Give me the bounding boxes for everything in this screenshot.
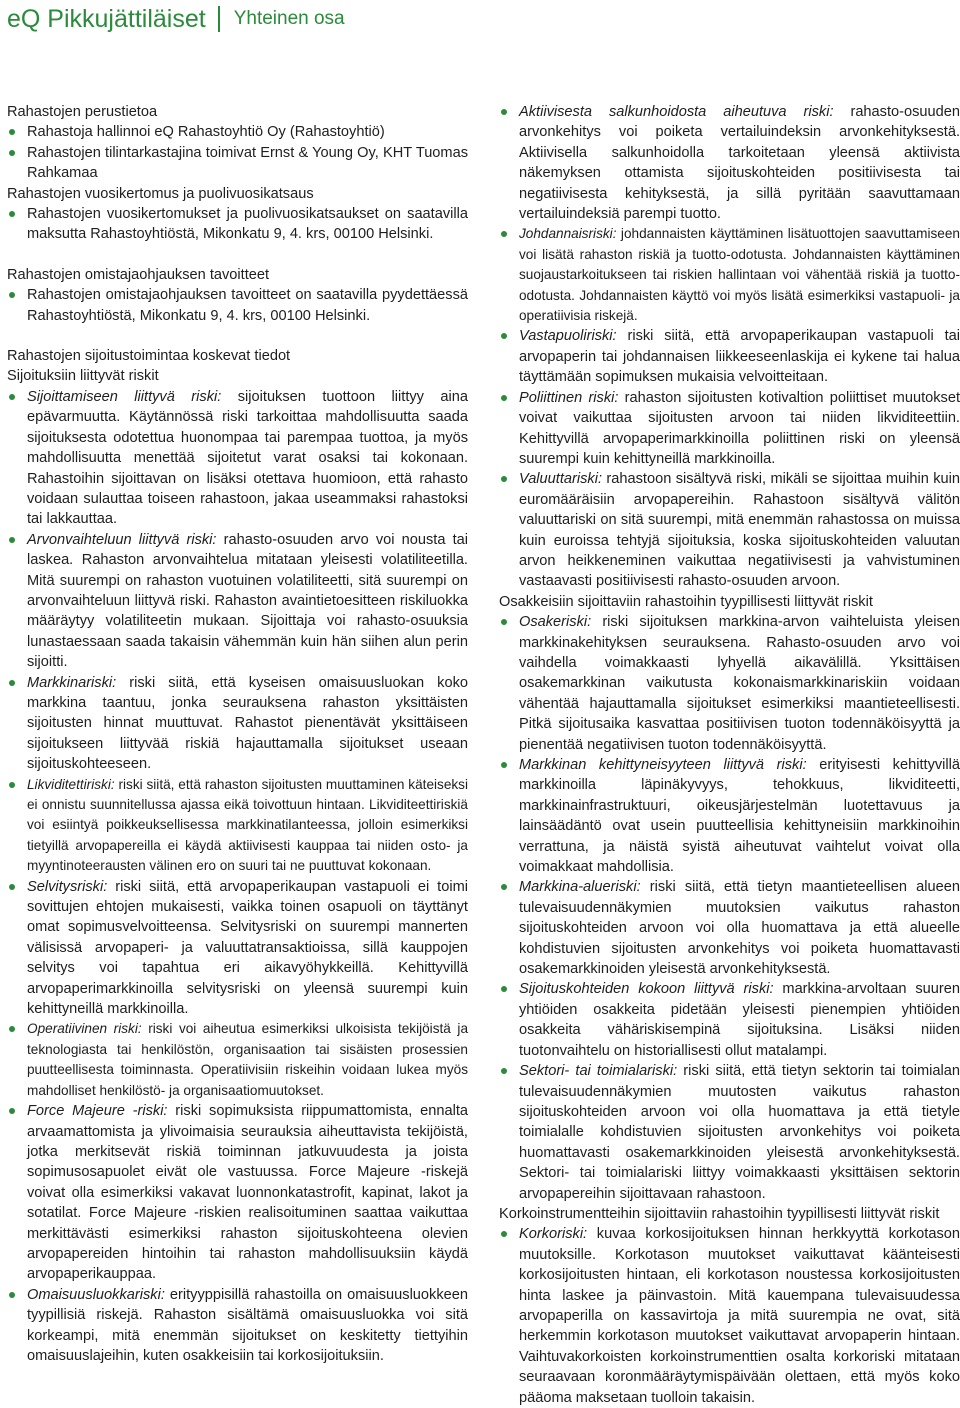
section-title: Osakkeisiin sijoittaviin rahastoihin tyypillisesti liittyvät riskit [499, 593, 873, 610]
list-item [7, 1101, 468, 1285]
risk-text: rahasto-osuuden arvo voi nousta tai laskea. Rahaston arvonvaihtelua mitataan yleisesti volatiliteetilla. Mitä suurempi on rahaston vuotuinen volatiliteetti, sitä suurempi on arvonvaihteluun liittyvä riski. Rahaston avaintietoesitteen riskiluokka määräytyy volatiliteetin mukaan. Sijoittaja voi rahasto-osuuksia lunastaessaan saada takaisin vähemmän kuin hän siihen alun perin sijoitti. [27, 531, 468, 671]
risk-text: erityisesti kehittyvillä markkinoilla läpinäkyvyys, tehokkuus, likviditeetti, markkinainfrastruktuuri, oikeusjärjestelmän luotettavuus ja lainsäädäntö ovat usein puutteellisia kehittyneisiin markkinoihin verrattuna, ja näistä syistä aiheutuvat vaihtelut voivat olla voimakkaat mahdollisia. [519, 757, 960, 876]
section-osake [499, 592, 960, 1204]
right-column [499, 102, 960, 1408]
risk-text: riski siitä, että kyseisen omaisuusluokan koko markkina taantuu, jonka seurauksena rahaston yksittäisten sijoitusten hinnat muuttuvat. Rahastot pienentävät yksittäiseen sijoitukseen liittyvää riskiä hajauttamalla sijoitukset useaan sijoituskohteeseen. [27, 674, 468, 773]
brand-title: eQ Pikkujättiläiset [7, 4, 206, 33]
risk-text: markkina-arvoltaan suuren yhtiöiden osakkeita pidetään yleisesti pienempien yhtiöiden osakkeita vähäriskisempinä sijoituksina. Lisäksi niiden tuotonvaihtelu on historiallisesti ollut matalampi. [519, 981, 960, 1059]
risk-term: Omaisuusluokkariski: [27, 1286, 165, 1303]
risk-text: riski siitä, että arvopaperikaupan vastapuoli tai arvopaperin tai johdannaisen liikkeeseenlaskija ei kykene tai halua täyttämään sopimuksen mukaisia velvoitteitaan. [519, 328, 960, 386]
risk-text: kuvaa korkosijoituksen hinnan herkkyyttä korkotason muutoksille. Korkotason muutokset vaikuttavat käänteisesti korkosijoitusten hintaan, eli korkotason noustessa korkosijoitusten hinta laskee ja päinvastoin. Mitä kauempana tulevaisuudessa arvopaperilla on kassavirtoja ja mitä suurempia ne ovat, sitä herkemmin korkotason muutokset vaikuttavat arvopaperin hintaan. Vaihtuvakorkoisten korkoinstrumenttien osalta korkoriski mitataan seuraavaan koronmääräytymispäivään olettaen, että myös koko pääoma maksetaan tuolloin takaisin. [519, 1226, 960, 1406]
risk-text: riski siitä, että tietyn sektorin tai toimialan tulevaisuudennäkymien muutosten vaikutus rahaston sijoituskohteiden arvoon voi olla huomattava ja että tietyle toimialalle kohdistuvien sijoitusten arvonkehitys voi poiketa huomattavasti osakemarkkinoiden yleisestä arvonkehityksestä. Sektori- tai toimialariski liittyy voimakkaasti yksittäisen sektorin arvopapereihin sijoittavaan rahastoon. [519, 1063, 960, 1202]
list-item: Rahastojen tilintarkastajina toimivat Ernst & Young Oy, KHT Tuomas Rahkamaa [7, 143, 468, 184]
list-item [7, 1285, 468, 1367]
risk-text: riski sijoituksen markkina-arvon vaihteluista yleisen markkinakehityksen seurauksena. Rahasto-osuuden arvo voi vaihdella voimakkaasti lyhyellä aikavälillä. Yksittäisen osakemarkkinan vaikutusta kokonaismarkkinariskiin voidaan vähentää hajauttamalla sijoitukset esimerkiksi maantieteellisesti. Pitkä sijoitusaika kasvattaa positiivisen tuoton todennäköisyyttä ja pienentää negatiivisen tuoton todennäköisyyttä. [519, 614, 960, 753]
section-sijoitustoiminta [7, 346, 468, 1366]
risk-term: Likviditettiriski: [27, 776, 115, 792]
risk-term: Sektori- tai toimialariski: [519, 1063, 678, 1080]
list-item [499, 755, 960, 877]
risk-list [499, 102, 960, 592]
risk-text: riski siitä, että rahaston sijoitusten muuttaminen käteiseksi ei onnistu suunnitellussa ajassa eikä toivottuun hintaan. Likviditeettiriskiä voi esiintyä poikkeuksellisessa markkinatilanteessa, jolloin esimerkiksi tietyillä arvopapereilla ei käydä aktiivisesti kauppaa tai niiden osto- ja myyntinoteerausten välinen ero on suuri tai ne puuttuvat kokonaan. [27, 776, 468, 874]
risk-text: johdannaisten käyttäminen lisätuottojen saavuttamiseen voi lisätä rahaston riskiä ja tuotto-odotusta. Johdannaisten käyttäminen suojaustarkoitukseen tai riskien hallintaan voi vähentää riskiä ja tuotto-odotusta. Johdannaisten käyttö voi myös lisätä esimerkiksi vastapuoli- ja operatiivisia riskejä. [519, 226, 960, 324]
list-item [7, 1019, 468, 1101]
risk-term: Markkinan kehittyneisyyteen liittyvä riski: [519, 757, 807, 773]
risk-term: Aktiivisesta salkunhoidosta aiheutuva riski: [519, 104, 834, 120]
risk-text: rahasto-osuuden arvonkehitys voi poiketa vertailuindeksin arvonkehityksestä. Aktiivisella salkunhoidolla tarkoitetaan yleensä aktiivista näkemyksen ottamista sijoituskohteiden positiivisesta tai negatiivisesta kehityksestä, ja sillä pyritään saavuttamaan vertailuindeksiä parempi tuotto. [519, 104, 960, 223]
document-header [7, 0, 345, 38]
list-item [499, 877, 960, 979]
risk-text: riski sopimuksista riippumattomista, ennalta arvaamattomista ja ylivoimaisia seurauksia aiheuttavista tekijöistä, jotka merkitsevät riskiä toiminnan jatkuvuudesta ja joista sopimusosapuolet eivät ole vastuussa. Force Majeure -riskejä voivat olla esimerkiksi vakavat luonnonkatastrofit, kapinat, lakot ja sotatilat. Force Majeure -riskien realisoituminen saattaa vaikuttaa merkittävästi esimerkiksi rahaston sijoituskohteena olevien arvopapereiden hintoihin tai rahaston mahdollisuuksiin käydä arvopaperikauppaa. [27, 1103, 468, 1283]
list-item [499, 388, 960, 470]
list-item: Rahastojen vuosikertomukset ja puolivuosikatsaukset on saatavilla maksutta Rahastoyhtiöstä, Mikonkatu 9, 4. krs, 00100 Helsinki. [7, 204, 468, 245]
risk-term: Osakeriski: [519, 614, 592, 631]
section-vuosikertomus [7, 184, 468, 245]
risk-term: Sijoituskohteiden kokoon liittyvä riski: [519, 981, 774, 998]
header-divider [218, 6, 220, 32]
risk-term: Selvitysriski: [27, 878, 108, 895]
risk-text: sijoituksen tuottoon liittyy aina epävarmuutta. Käytännössä riski tarkoittaa mahdollisuutta saada sijoituksesta odotettua huonompaa tai parempaa tuottoa, ja myös mahdollisuutta menettää sijoitetut varat osaksi tai kokonaan. Rahastoihin sijoittavan on lisäksi otettava huomioon, että rahasto voidaan sulauttaa toiseen rahastoon, jakaa useammaksi rahastoksi tai lakkauttaa. [27, 388, 469, 528]
risk-term: Johdannaisriski: [519, 226, 617, 242]
risk-term: Valuuttariski: [519, 471, 603, 488]
risk-term: Poliittinen riski: [519, 389, 619, 406]
list-item [499, 979, 960, 1061]
list-item [499, 224, 960, 326]
section-title: Korkoinstrumentteihin sijoittaviin rahastoihin tyypillisesti liittyvät riskit [499, 1205, 940, 1222]
risk-term: Sijoittamiseen liittyvä riski: [27, 388, 222, 405]
list-item [7, 673, 468, 775]
bullet-list [7, 285, 468, 326]
section-korko [499, 1204, 960, 1408]
section-omistajaohjaus [7, 265, 468, 326]
section-title: Rahastojen vuosikertomus ja puolivuosikatsaus [7, 185, 314, 202]
list-item [499, 102, 960, 224]
risk-term: Korkoriski: [519, 1226, 588, 1243]
list-item [7, 877, 468, 1020]
risk-term: Arvonvaihteluun liittyvä riski: [27, 531, 217, 548]
list-item [7, 387, 468, 530]
section-perustietoa [7, 102, 468, 184]
section-title: Rahastojen sijoitustoimintaa koskevat tiedot [7, 348, 291, 365]
risk-list [499, 612, 960, 1204]
risk-list [499, 1224, 960, 1408]
list-item: Rahastoja hallinnoi eQ Rahastoyhtiö Oy (Rahastoyhtiö) [7, 122, 468, 142]
risk-list [7, 387, 468, 1367]
risk-term: Operatiivinen riski: [27, 1021, 142, 1037]
section-subtitle: Sijoituksiin liittyvät riskit [7, 368, 159, 385]
bullet-list [7, 122, 468, 183]
list-item [7, 530, 468, 673]
header-subtitle: Yhteinen osa [233, 8, 345, 29]
bullet-list [7, 204, 468, 245]
risk-term: Markkinariski: [27, 674, 117, 691]
list-item [499, 612, 960, 755]
risk-term: Markkina-alueriski: [519, 879, 641, 896]
list-item [499, 469, 960, 591]
list-item [499, 1224, 960, 1408]
left-column [7, 102, 468, 1366]
list-item [7, 775, 468, 877]
list-item [499, 326, 960, 387]
risk-text: rahastoon sisältyvä riski, mikäli se sijoittaa muihin kuin euromääräisiin arvopapereihin. Rahastoon sisältyvä välitön valuuttariski on sitä suurempi, mitä enemmän rahastossa on muissa kuin euroissa tehtyjä sijoituksia, koska sijoituskohteiden valuutan arvon heikkeneminen vaikuttaa negatiivisesti ja vahvistuminen vastaavasti positiivisesti rahasto-osuuden arvoon. [519, 471, 960, 590]
risk-text: riski voi aiheutua esimerkiksi ulkoisista tekijöistä ja teknologiasta tai henkilöstön, organisaation tai sisäisten prosessien puutteellisesta toiminnasta. Operatiivisiin riskeihin voidaan lukea myös mahdolliset henkilöstö- ja organisaatiomuutokset. [27, 1021, 469, 1098]
list-item [499, 1061, 960, 1204]
risk-text: riski siitä, että tietyn maantieteellisen alueen tulevaisuudennäkymien muutoksien vaikutus rahaston sijoituskohteiden arvoon voi olla huomattava ja että alueelle kohdistuvien sijoitusten arvonkehitys voi poiketa huomattavasti osakemarkkinoiden yleisestä arvonkehityksestä. [519, 879, 960, 978]
risk-text: rahaston sijoitusten kotivaltion poliittiset muutokset voivat vaikuttaa sijoitusten arvoon tai niiden likviditeettiin. Kehittyvillä arvopaperimarkkinoilla poliittinen riski on yleensä suurempi kuin kehittyneillä markkinoilla. [519, 389, 960, 467]
risk-text: erityyppisillä rahastoilla on omaisuusluokkeen tyypillisiä riskejä. Rahaston sisältämä omaisuusluokka voi sitä korkeampi, mitä enemmän sijoitukset on keskitetty tiettyihin omaisuuslajeihin, kuten osakkeisiin tai korkosijoituksiin. [27, 1286, 468, 1364]
risk-text: riski siitä, että arvopaperikaupan vastapuoli ei toimi sovittujen ehtojen mukaisesti, vaikka toinen osapuoli on täyttänyt omat sopimusvelvoitteensa. Selvitysriski on suurempi mannerten välisissä arvopaperi- ja valuuttatransaktioissa, sillä kauppojen selvitys voi tapahtua eri aikavyöhykkeillä. Kehittyvillä arvopaperimarkkinoilla selvitysriski on yleensä suurempi kuin kehittyneillä markkinoilla. [27, 878, 468, 1018]
risk-term: Force Majeure -riski: [27, 1103, 168, 1120]
section-title: Rahastojen omistajaohjauksen tavoitteet [7, 266, 270, 283]
risk-term: Vastapuoliriski: [519, 328, 617, 345]
section-title: Rahastojen perustietoa [7, 104, 158, 120]
list-item: Rahastojen omistajaohjauksen tavoitteet on saatavilla pyydettäessä Rahastoyhtiöstä, Mikonkatu 9, 4. krs, 00100 Helsinki. [7, 285, 468, 326]
